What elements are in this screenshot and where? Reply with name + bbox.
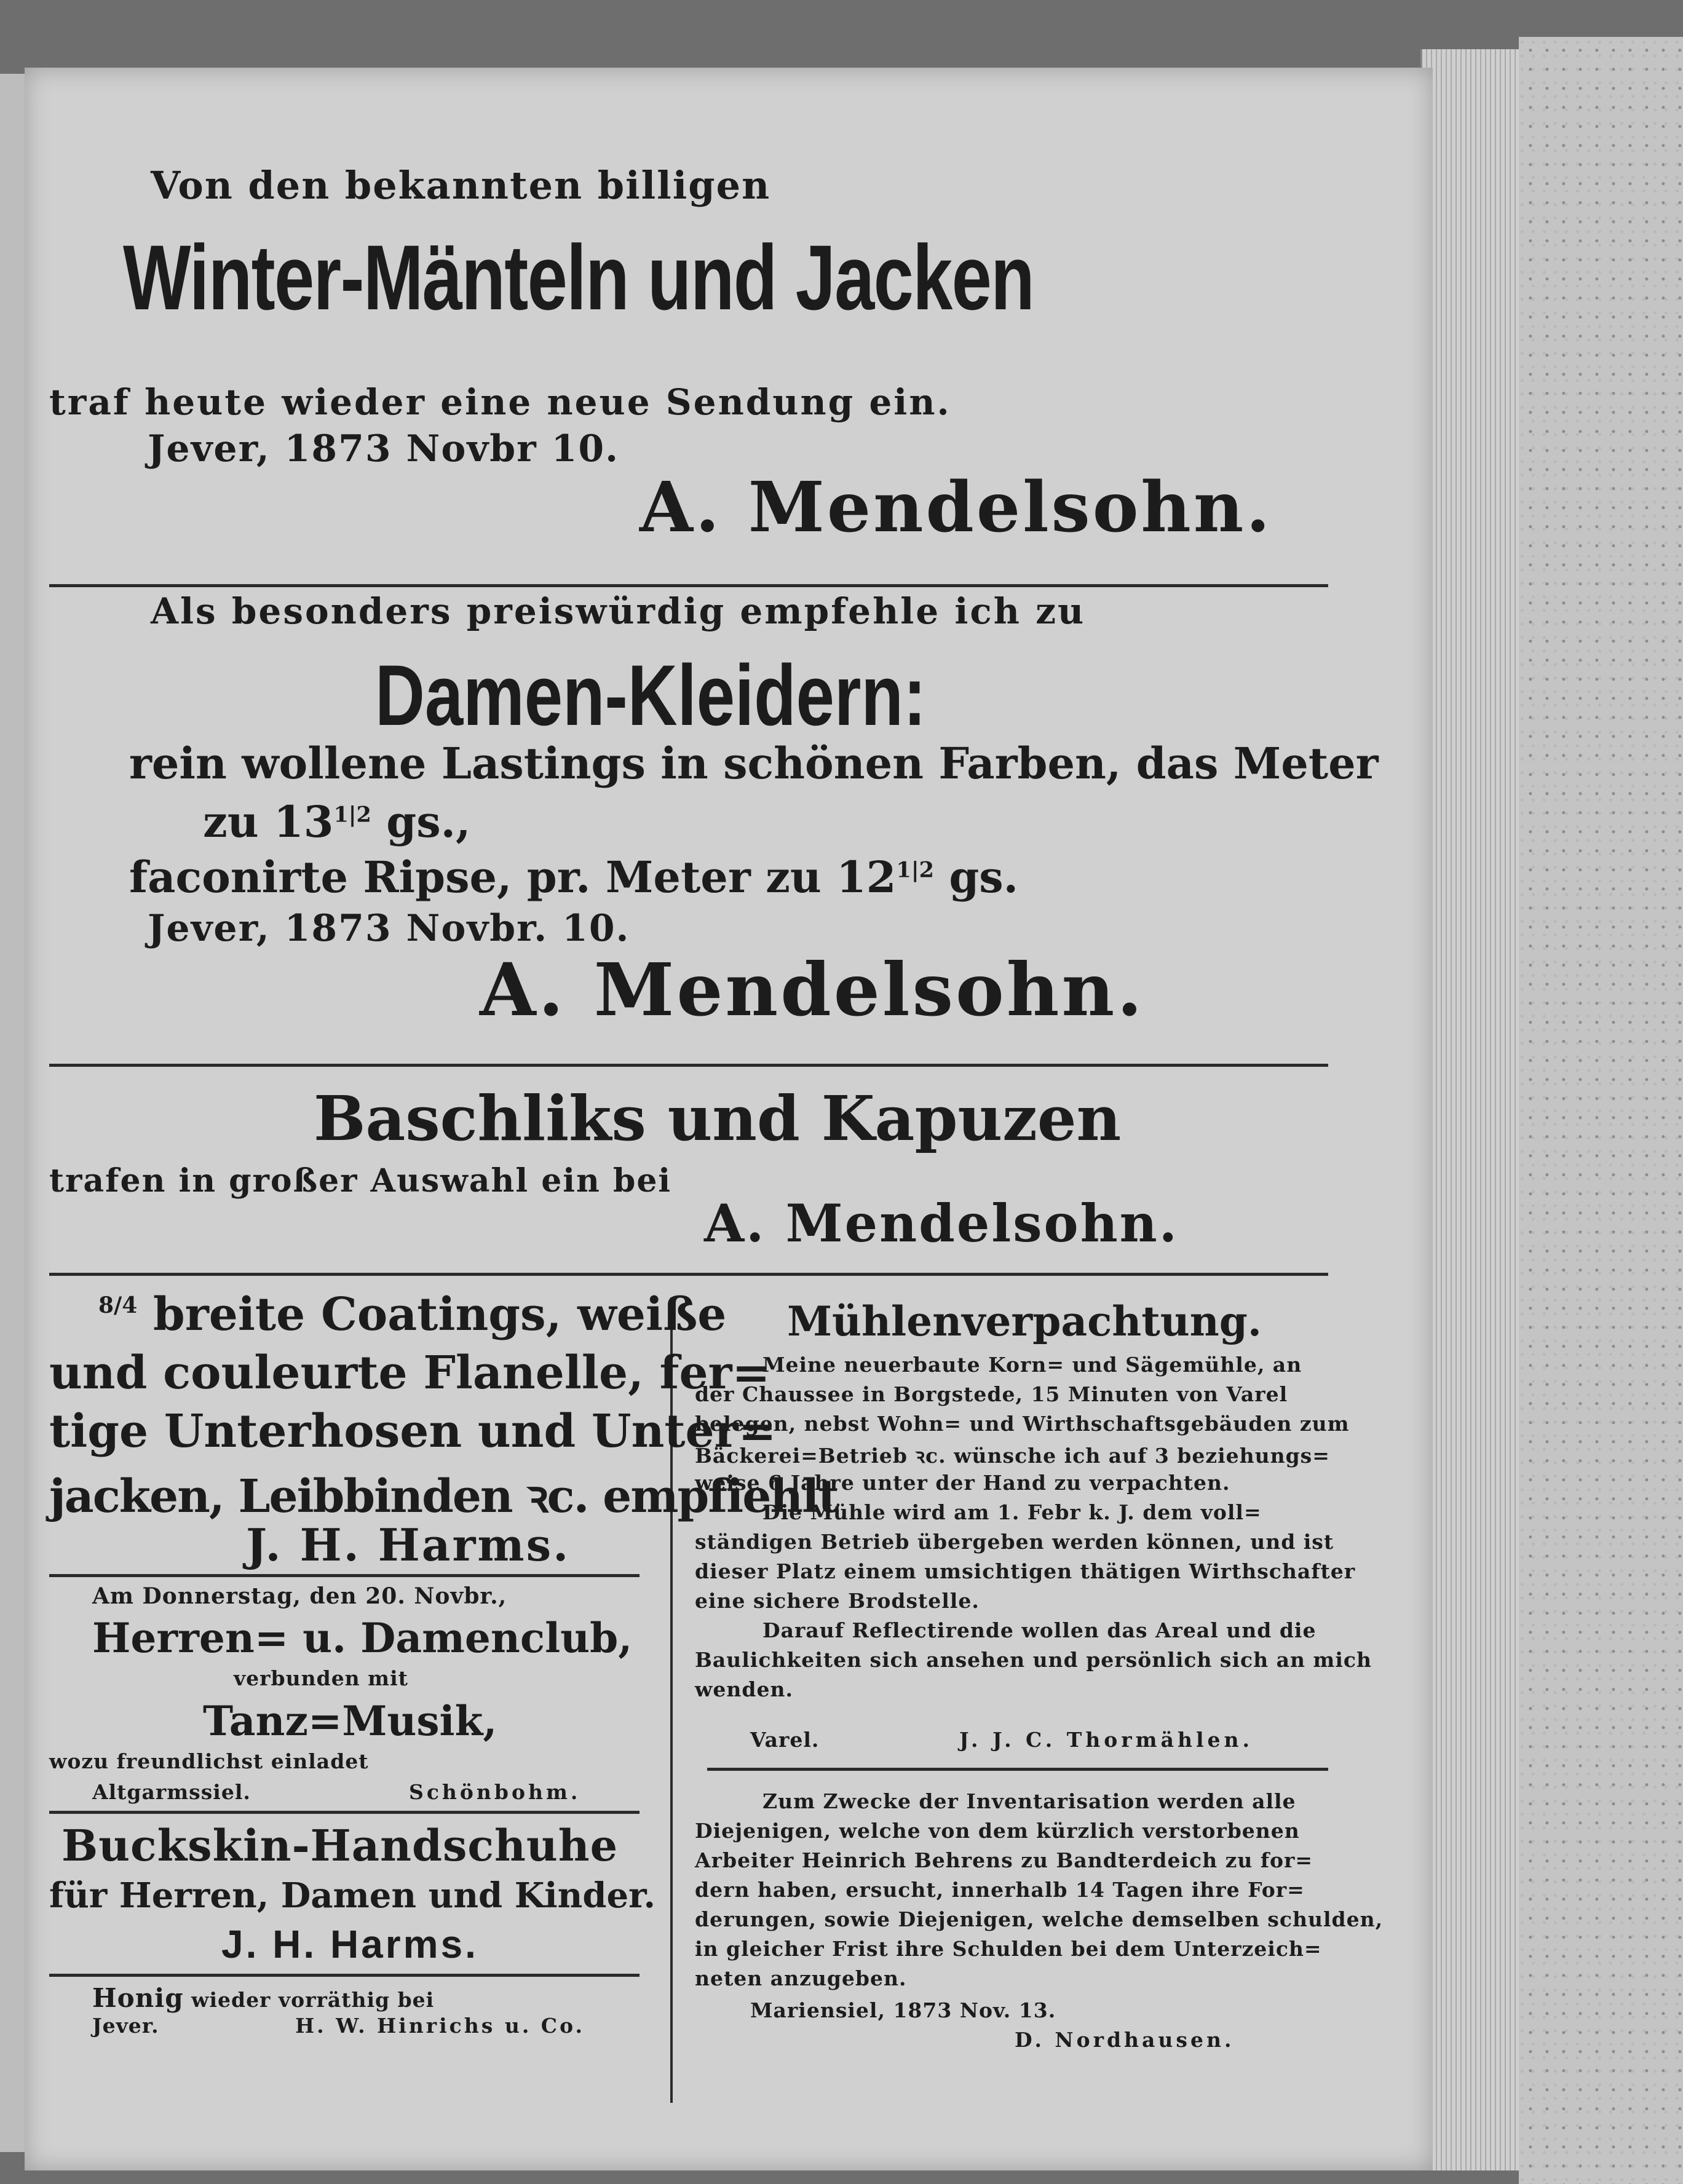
ad8-p1-line: der Chaussee in Borgstede, 15 Minuten von Varel <box>695 1382 1288 1406</box>
divider-3 <box>49 1273 1328 1276</box>
ad1-headline: Winter-Mänteln und Jacken <box>123 226 1034 329</box>
ad8-p1-line: weise 6 Jahre unter der Hand zu verpachten. <box>695 1471 1230 1495</box>
ad2-line3: faconirte Ripse, pr. Meter zu $12^{1|2}$ gs. <box>129 852 1019 903</box>
ad8-p3-line: wenden. <box>695 1677 793 1701</box>
ad9-date: Mariensiel, 1873 Nov. 13. <box>750 1998 1056 2022</box>
book-page-edges <box>1420 49 1521 2170</box>
divider-1 <box>49 584 1328 587</box>
ad8-headline: Mühlenverpachtung. <box>787 1297 1262 1345</box>
divider-right-1 <box>707 1768 1328 1771</box>
newspaper-page <box>25 68 1433 2170</box>
ad5-place: Altgarmssiel. <box>92 1780 251 1804</box>
ad6-line: für Herren, Damen und Kinder. <box>49 1875 656 1916</box>
ad9-line: neten anzugeben. <box>695 1966 907 1990</box>
ad5-line1: Am Donnerstag, den 20. Novbr., <box>92 1583 507 1609</box>
ad8-p1-line: Bäckerei=Betrieb ꝛc. wünsche ich auf 3 beziehungs= <box>695 1444 1330 1468</box>
ad8-place: Varel. <box>750 1728 820 1752</box>
ad2-line2: zu $13^{1|2}$ gs., <box>203 796 471 847</box>
ad8-body <box>695 1353 1372 1707</box>
ad4-line4: jacken, Leibbinden ꝛc. empfiehlt <box>49 1470 838 1523</box>
ad1-signature: A. Mendelsohn. <box>640 467 1273 548</box>
ad5-headline2: Tanz=Musik, <box>203 1697 497 1745</box>
ad1-date: Jever, 1873 Novbr 10. <box>148 427 620 470</box>
book-cover <box>1519 37 1683 2184</box>
ad2-signature: A. Mendelsohn. <box>480 947 1145 1032</box>
ad1-line: traf heute wieder eine neue Sendung ein. <box>49 381 951 423</box>
ad8-name: J. J. C. Thormählen. <box>959 1728 1253 1752</box>
ad6-signature: J. H. Harms. <box>221 1922 478 1966</box>
ad7-place: Jever. <box>92 2014 159 2038</box>
ad9-body <box>695 1789 1384 1996</box>
ad2-line1: rein wollene Lastings in schönen Farben, das Meter <box>129 738 1379 789</box>
ad9-line: Diejenigen, welche von dem kürzlich verstorbenen <box>695 1819 1300 1843</box>
ad9-line: Zum Zwecke der Inventarisation werden alle <box>762 1789 1296 1813</box>
ad9-line: Arbeiter Heinrich Behrens zu Bandterdeich zu for= <box>695 1848 1313 1872</box>
divider-left-3 <box>49 1974 640 1977</box>
ad9-line: derungen, sowie Diejenigen, welche demselben schulden, <box>695 1907 1384 1931</box>
ad8-p2-line: eine sichere Brodstelle. <box>695 1589 980 1613</box>
ad8-p3-line: Darauf Reflectirende wollen das Areal und die <box>762 1618 1317 1642</box>
ad8-p1-line: Meine neuerbaute Korn= und Sägemühle, an <box>762 1353 1302 1377</box>
ad9-name: D. Nordhausen. <box>1015 2028 1235 2052</box>
ad4-line3: tige Unterhosen und Unter= <box>49 1405 777 1458</box>
ad4-line2: und couleurte Flanelle, fer= <box>49 1347 770 1399</box>
ad7-name: H. W. Hinrichs u. Co. <box>295 2014 585 2038</box>
ad5-line3: wozu freundlichst einladet <box>49 1749 369 1773</box>
ad8-p2-line: Die Mühle wird am 1. Febr k. J. dem voll= <box>762 1500 1262 1524</box>
ad2-intro: Als besonders preiswürdig empfehle ich zu <box>151 590 1086 632</box>
ad1-intro: Von den bekannten billigen <box>151 163 771 208</box>
ad3-signature: A. Mendelsohn. <box>704 1193 1179 1254</box>
ad8-p2-line: dieser Platz einem umsichtigen thätigen Wirthschafter <box>695 1559 1356 1583</box>
ad2-date: Jever, 1873 Novbr. 10. <box>148 907 630 950</box>
ad4-signature: J. H. Harms. <box>246 1519 571 1571</box>
divider-2 <box>49 1064 1328 1067</box>
ad9-line: dern haben, ersucht, innerhalb 14 Tagen ihre For= <box>695 1878 1305 1902</box>
ad4-line1: $^{8/4}$ breite Coatings, weiße <box>98 1288 727 1341</box>
ad9-line: in gleicher Frist ihre Schulden bei dem Unterzeich= <box>695 1937 1322 1961</box>
ad2-headline: Damen-Kleidern: <box>375 647 927 743</box>
ad6-headline: Buckskin-Handschuhe <box>61 1820 619 1871</box>
ad5-line2: verbunden mit <box>234 1666 408 1690</box>
divider-left-2 <box>49 1811 640 1814</box>
ad5-headline1: Herren= u. Damenclub, <box>92 1614 633 1662</box>
ad8-p1-line: belegen, nebst Wohn= und Wirthschaftsgebäuden zum <box>695 1412 1350 1436</box>
ad3-line: trafen in großer Auswahl ein bei <box>49 1162 672 1200</box>
ad5-name: Schönbohm. <box>409 1780 581 1804</box>
ad3-headline: Baschliks und Kapuzen <box>314 1082 1122 1155</box>
ad8-p2-line: ständigen Betrieb übergeben werden können, und ist <box>695 1530 1334 1554</box>
ad8-p3-line: Baulichkeiten sich ansehen und persönlich sich an mich <box>695 1648 1372 1672</box>
divider-left-1 <box>49 1574 640 1577</box>
ad7-line: Honig wieder vorräthig bei <box>92 1983 435 2013</box>
